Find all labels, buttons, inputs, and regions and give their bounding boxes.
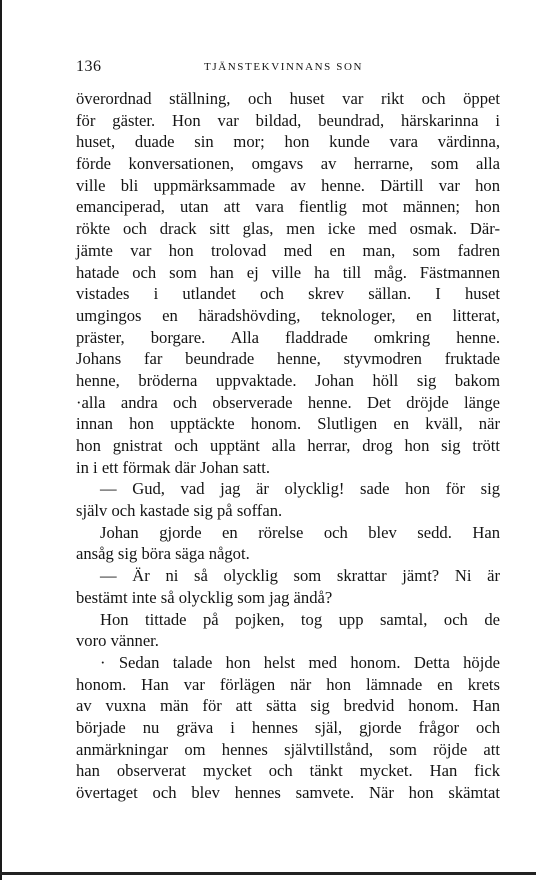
text-line: vistades i utlandet och skrev sällan. I huset bbox=[76, 284, 500, 304]
text-line: för gäster. Hon var bildad, beundrad, härskarinna i bbox=[76, 110, 500, 130]
text-line: jämte var hon trolovad med en man, som fadren bbox=[76, 240, 500, 260]
text-line: präster, borgare. Alla fladdrade omkring henne. bbox=[76, 327, 500, 347]
text-line: hon gnistrat och upptänt alla herrar, drog hon sig trött bbox=[76, 436, 500, 455]
running-head: TJÄNSTEKVINNANS SON bbox=[204, 61, 364, 73]
text-line: innan hon upptäckte honom. Slutligen en kväll, när bbox=[76, 414, 500, 434]
page-header bbox=[76, 58, 500, 80]
text-line: ville bli uppmärksammade av henne. Därtill var hon bbox=[76, 175, 500, 195]
text-line: umgingos en häradshövding, teknologer, en litterat, bbox=[76, 305, 500, 325]
text-line: ansåg sig böra säga något. bbox=[76, 544, 250, 564]
page-left-edge bbox=[0, 0, 2, 880]
text-line: Johans far beundrade henne, styvmodren fruktade bbox=[76, 349, 500, 369]
text-line: — Är ni så olycklig som skrattar jämt? Ni är bbox=[100, 566, 500, 586]
text-line: emanciperad, utan att vara fientlig mot männen; hon bbox=[76, 197, 500, 217]
text-line: anmärkningar om hennes självtillstånd, som röjde att bbox=[76, 739, 500, 759]
text-line: Hon tittade på pojken, tog upp samtal, och de bbox=[100, 609, 500, 629]
text-line: huset, duade sin mor; hon kunde vara värdinna, bbox=[76, 132, 500, 152]
text-line: rökte och drack sitt glas, men icke med osmak. Där- bbox=[76, 219, 500, 239]
text-line: · Sedan talade hon helst med honom. Detta höjde bbox=[100, 652, 500, 672]
text-line: själv och kastade sig på soffan. bbox=[76, 501, 283, 521]
text-line: han observerat mycket och tänkt mycket. Han fick bbox=[76, 761, 500, 781]
text-line: in i ett förmak där Johan satt. bbox=[76, 457, 271, 477]
text-line: Johan gjorde en rörelse och blev sedd. Han bbox=[100, 522, 500, 542]
text-line: hatade och som han ej ville ha till måg. Fästmannen bbox=[76, 262, 500, 282]
text-line: henne, bröderna uppvaktade. Johan höll sig bakom bbox=[76, 370, 500, 390]
text-line: förde konversationen, omgavs av herrarne, som alla bbox=[76, 154, 500, 174]
page-number: 136 bbox=[76, 58, 102, 75]
text-line: började nu gräva i hennes själ, gjorde frågor och bbox=[76, 717, 500, 737]
text-line: — Gud, vad jag är olycklig! sade hon för sig bbox=[100, 479, 500, 499]
text-line: övertaget och blev hennes samvete. När hon skämtat bbox=[76, 783, 500, 802]
text-line: överordnad ställning, och huset var rikt och öppet bbox=[76, 89, 500, 108]
text-line: voro vänner. bbox=[76, 631, 159, 651]
body-text bbox=[76, 88, 500, 804]
text-line: honom. Han var förlägen när hon lämnade en krets bbox=[76, 674, 500, 694]
page-bottom-edge bbox=[0, 872, 536, 875]
text-line: ·alla andra och observerade henne. Det dröjde länge bbox=[76, 392, 500, 412]
text-line: bestämt inte så olycklig som jag ändå? bbox=[76, 587, 333, 607]
text-line: av vuxna män för att sätta sig bredvid honom. Han bbox=[76, 696, 500, 716]
